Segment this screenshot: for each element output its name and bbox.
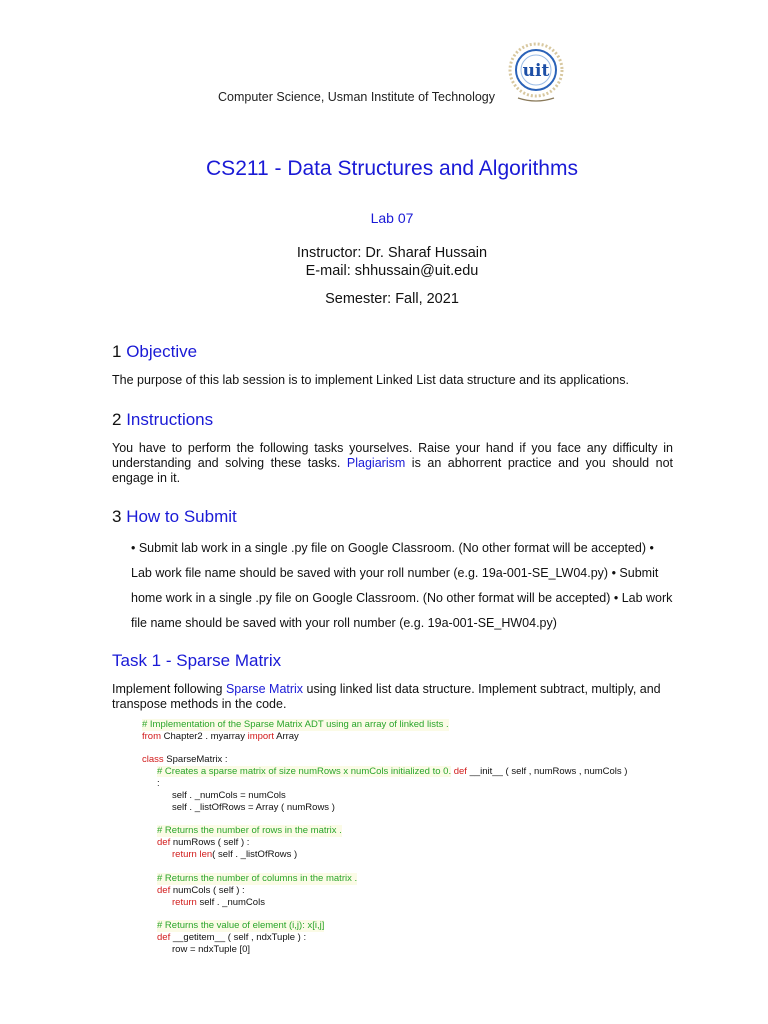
- submit-instructions-text: • Submit lab work in a single .py file on Google Classroom. (No other format will be accepted) • Lab work file name should be saved with your roll number (e.g. 19a-001-SE_LW04.py) • Submit home work in a single .py file on Google Classroom. (No other format will be accepted) • Lab work file name should be saved with your roll number (e.g. 19a-001-SE_HW04.py): [131, 541, 673, 630]
- task1-text-before: Implement following: [112, 682, 226, 696]
- code-line-14: # Returns the value of element (i,j): x[i,j]: [157, 920, 325, 931]
- section-title: Instructions: [126, 410, 214, 429]
- code-line-5: :: [157, 778, 160, 789]
- code-line-15: def __getitem__ ( self , ndxTuple ) :: [157, 932, 307, 943]
- instructor-email: E-mail: shhussain@uit.edu: [305, 263, 479, 279]
- code-line-1: # Implementation of the Sparse Matrix ADT using an array of linked lists .: [142, 719, 449, 730]
- code-line-13: return self . _numCols: [172, 897, 265, 908]
- task1-text: [112, 682, 673, 712]
- semester: Semester: Fall, 2021: [325, 291, 459, 307]
- document-title: CS211 - Data Structures and Algorithms: [206, 157, 578, 180]
- section-title: How to Submit: [126, 507, 237, 526]
- logo-letters: uit: [522, 61, 550, 81]
- code-line-10: return len( self . _listOfRows ): [172, 849, 298, 860]
- task1-heading: Task 1 - Sparse Matrix: [112, 651, 282, 670]
- section-title: Objective: [126, 342, 198, 361]
- code-line-4: # Creates a sparse matrix of size numRows x numCols initialized to 0. def __init__ ( self , numRows , numCols ): [157, 766, 628, 777]
- institution-header: Computer Science, Usman Institute of Technology: [218, 90, 495, 104]
- plagiarism-link[interactable]: Plagiarism: [346, 456, 406, 470]
- uit-logo-icon: [504, 40, 568, 104]
- section-submit-heading: [112, 507, 237, 527]
- code-line-2: from Chapter2 . myarray import Array: [142, 731, 299, 742]
- code-line-3: class SparseMatrix :: [142, 754, 228, 765]
- code-line-16: row = ndxTuple [0]: [172, 944, 251, 955]
- code-line-6: self . _numCols = numCols: [172, 790, 286, 801]
- code-line-12: def numCols ( self ) :: [157, 885, 245, 896]
- lab-number: Lab 07: [370, 210, 414, 226]
- code-line-8: # Returns the number of rows in the matrix .: [157, 825, 342, 836]
- section-instructions-heading: [112, 410, 213, 430]
- code-line-9: def numRows ( self ) :: [157, 837, 250, 848]
- section-number: 1: [112, 342, 122, 361]
- section-objective-heading: [112, 342, 197, 362]
- instructions-text-before: You have to perform the following tasks yourselves. Raise your hand if you face any difficulty in understanding and solving these tasks.: [112, 441, 673, 470]
- instructions-text-after: is an abhorrent practice and you should not engage in it.: [112, 456, 673, 485]
- code-line-11: # Returns the number of columns in the matrix .: [157, 873, 358, 884]
- code-line-7: self . _listOfRows = Array ( numRows ): [172, 802, 335, 813]
- objective-text: The purpose of this lab session is to implement Linked List data structure and its applications.: [112, 373, 629, 387]
- sparse-matrix-link[interactable]: Sparse Matrix: [225, 682, 304, 696]
- section-number: 2: [112, 410, 122, 429]
- instructor-name: Instructor: Dr. Sharaf Hussain: [296, 245, 488, 261]
- task1-text-after: using linked list data structure. Implement subtract, multiply, and transpose methods in the code.: [112, 682, 661, 711]
- instructions-text: [112, 441, 673, 486]
- section-number: 3: [112, 507, 122, 526]
